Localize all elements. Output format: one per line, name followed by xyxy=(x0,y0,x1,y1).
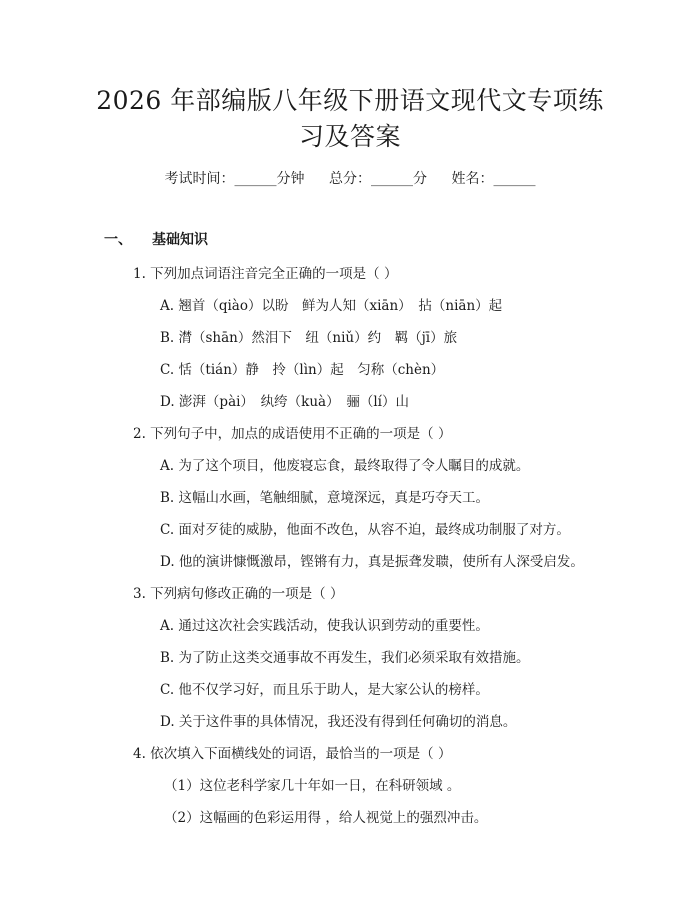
question-3-option-a: A. 通过这次社会实践活动，使我认识到劳动的重要性。 xyxy=(160,618,489,634)
question-2-option-c: C. 面对歹徒的威胁，他面不改色，从容不迫，最终成功制服了对方。 xyxy=(160,522,570,538)
question-2-stem: 2. 下列句子中，加点的成语使用不正确的一项是（ ） xyxy=(133,426,452,442)
question-1-option-c: C. 恬（tián）静 拎（lìn）起 匀称（chèn） xyxy=(160,362,445,378)
question-4-subitem-2: （2）这幅画的色彩运用得 ，给人视觉上的强烈冲击。 xyxy=(164,810,488,826)
question-4-stem: 4. 依次填入下面横线处的词语，最恰当的一项是（ ） xyxy=(133,746,452,762)
section-number: 一、 xyxy=(104,232,132,248)
document-title-line-2: 习及答案 xyxy=(298,122,401,151)
question-3-option-d: D. 关于这件事的具体情况，我还没有得到任何确切的消息。 xyxy=(160,714,517,730)
section-heading xyxy=(104,229,208,249)
section-title: 基础知识 xyxy=(152,232,208,248)
student-name-field: 姓名：______ xyxy=(451,171,536,187)
question-2-option-b: B. 这幅山水画，笔触细腻，意境深远，真是巧夺天工。 xyxy=(160,490,490,506)
question-4-subitem-1: （1）这位老科学家几十年如一日，在科研领域 。 xyxy=(164,778,461,794)
document-title-line-1: 2026 年部编版八年级下册语文现代文专项练 xyxy=(96,86,604,115)
question-1-option-d: D. 澎湃（pài） 纨绔（kuà） 骊（lí）山 xyxy=(160,394,409,410)
question-1-stem: 1. 下列加点词语注音完全正确的一项是（ ） xyxy=(133,266,398,282)
question-1-option-a: A. 翘首（qiào）以盼 鲜为人知（xiān） 拈（niān）起 xyxy=(160,298,503,314)
question-3-option-c: C. 他不仅学习好，而且乐于助人，是大家公认的榜样。 xyxy=(160,682,489,698)
question-1-option-b: B. 潸（shān）然泪下 纽（niǔ）约 羁（jī）旅 xyxy=(160,330,458,346)
question-2-option-d: D. 他的演讲慷慨激昂，铿锵有力，真是振聋发聩，使所有人深受启发。 xyxy=(160,554,584,570)
question-3-option-b: B. 为了防止这类交通事故不再发生，我们必须采取有效措施。 xyxy=(160,650,530,666)
exam-info-bar xyxy=(0,168,700,188)
question-3-stem: 3. 下列病句修改正确的一项是（ ） xyxy=(133,586,344,602)
question-2-option-a: A. 为了这个项目，他废寝忘食，最终取得了令人瞩目的成就。 xyxy=(160,458,530,474)
exam-time-field: 考试时间：______分钟 xyxy=(164,171,305,187)
total-score-field: 总分：______分 xyxy=(329,171,427,187)
